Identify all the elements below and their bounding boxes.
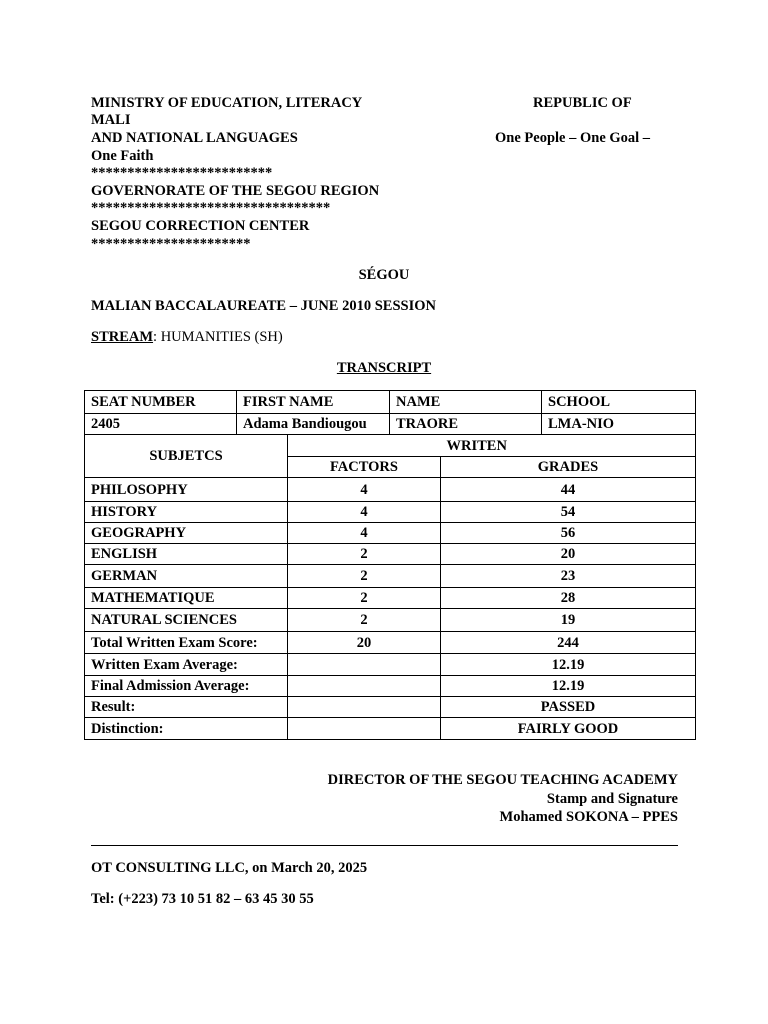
footer-divider: [91, 845, 678, 846]
table-row: [85, 609, 696, 632]
city-title: SÉGOU: [358, 267, 410, 283]
table-row: [85, 478, 696, 502]
correction-center-title: SEGOU CORRECTION CENTER: [91, 218, 310, 234]
separator-stars-2: *********************************: [91, 200, 331, 216]
summary-value: 12.19: [441, 654, 696, 676]
ministry-line-3: AND NATIONAL LANGUAGES: [91, 130, 298, 146]
subject-grade: 54: [441, 502, 696, 523]
separator-stars-1: *************************: [91, 165, 273, 181]
summary-row: [85, 632, 696, 654]
subject-grade: 56: [441, 523, 696, 544]
summary-row: [85, 697, 696, 718]
subject-name: MATHEMATIQUE: [85, 588, 288, 609]
summary-value: 12.19: [441, 676, 696, 697]
name-value: TRAORE: [390, 414, 542, 435]
summary-label: Written Exam Average:: [85, 654, 288, 676]
name-header: NAME: [390, 391, 542, 414]
grades-header: GRADES: [441, 457, 696, 478]
summary-factor: [288, 676, 441, 697]
subject-grade: 23: [441, 565, 696, 588]
summary-factor: [288, 654, 441, 676]
subject-name: GERMAN: [85, 565, 288, 588]
governorate-title: GOVERNORATE OF THE SEGOU REGION: [91, 183, 380, 199]
summary-label: Distinction:: [85, 718, 288, 740]
stamp-signature-label: Stamp and Signature: [546, 791, 678, 807]
director-title: DIRECTOR OF THE SEGOU TEACHING ACADEMY: [327, 772, 678, 788]
info-header-row: [85, 391, 696, 414]
ministry-line-1: MINISTRY OF EDUCATION, LITERACY: [91, 95, 363, 111]
summary-factor: [288, 718, 441, 740]
school-header: SCHOOL: [542, 391, 696, 414]
subject-grade: 44: [441, 478, 696, 502]
seat-number-value: 2405: [85, 414, 237, 435]
table-row: [85, 502, 696, 523]
separator-stars-3: **********************: [91, 236, 251, 252]
table-row: [85, 588, 696, 609]
subjects-header-row: [85, 435, 696, 457]
summary-factor: 20: [288, 632, 441, 654]
transcript-title: TRANSCRIPT: [336, 360, 432, 376]
subject-factor: 4: [288, 478, 441, 502]
footer-company-line: OT CONSULTING LLC, on March 20, 2025: [91, 860, 368, 876]
summary-row: [85, 718, 696, 740]
summary-label: Final Admission Average:: [85, 676, 288, 697]
summary-label: Result:: [85, 697, 288, 718]
factors-header: FACTORS: [288, 457, 441, 478]
transcript-table: [84, 390, 696, 740]
info-value-row: [85, 414, 696, 435]
first-name-header: FIRST NAME: [237, 391, 390, 414]
table-row: [85, 544, 696, 565]
written-header: WRITEN: [441, 435, 696, 457]
subject-name: GEOGRAPHY: [85, 523, 288, 544]
table-row: [85, 523, 696, 544]
subject-name: NATURAL SCIENCES: [85, 609, 288, 632]
subject-factor: 2: [288, 609, 441, 632]
summary-row: [85, 676, 696, 697]
subject-factor: 2: [288, 588, 441, 609]
republic-line-1: REPUBLIC OF: [533, 95, 632, 111]
exam-title: MALIAN BACCALAUREATE – JUNE 2010 SESSION: [91, 298, 436, 314]
subject-grade: 20: [441, 544, 696, 565]
summary-value: FAIRLY GOOD: [441, 718, 696, 740]
stream-line: [91, 328, 283, 346]
subject-factor: 2: [288, 565, 441, 588]
subjects-header: SUBJETCS: [85, 435, 288, 478]
first-name-value: Adama Bandiougou: [237, 414, 390, 435]
summary-factor: [288, 697, 441, 718]
summary-label: Total Written Exam Score:: [85, 632, 288, 654]
stream-label: STREAM: [91, 329, 154, 345]
subject-grade: 19: [441, 609, 696, 632]
factors-blank-cell: [288, 435, 441, 457]
summary-value: 244: [441, 632, 696, 654]
seat-number-header: SEAT NUMBER: [85, 391, 237, 414]
table-row: [85, 565, 696, 588]
ministry-line-4: One Faith: [91, 148, 154, 164]
footer-tel-line: Tel: (+223) 73 10 51 82 – 63 45 30 55: [91, 891, 314, 907]
subject-factor: 4: [288, 523, 441, 544]
subject-name: ENGLISH: [85, 544, 288, 565]
republic-motto: One People – One Goal –: [495, 130, 651, 146]
school-value: LMA-NIO: [542, 414, 696, 435]
subject-factor: 4: [288, 502, 441, 523]
subject-factor: 2: [288, 544, 441, 565]
director-name: Mohamed SOKONA – PPES: [499, 809, 678, 825]
summary-value: PASSED: [441, 697, 696, 718]
subject-grade: 28: [441, 588, 696, 609]
ministry-line-2: MALI: [91, 112, 131, 128]
subject-name: HISTORY: [85, 502, 288, 523]
summary-row: [85, 654, 696, 676]
subject-name: PHILOSOPHY: [85, 478, 288, 502]
stream-value: : HUMANITIES (SH): [153, 329, 283, 345]
